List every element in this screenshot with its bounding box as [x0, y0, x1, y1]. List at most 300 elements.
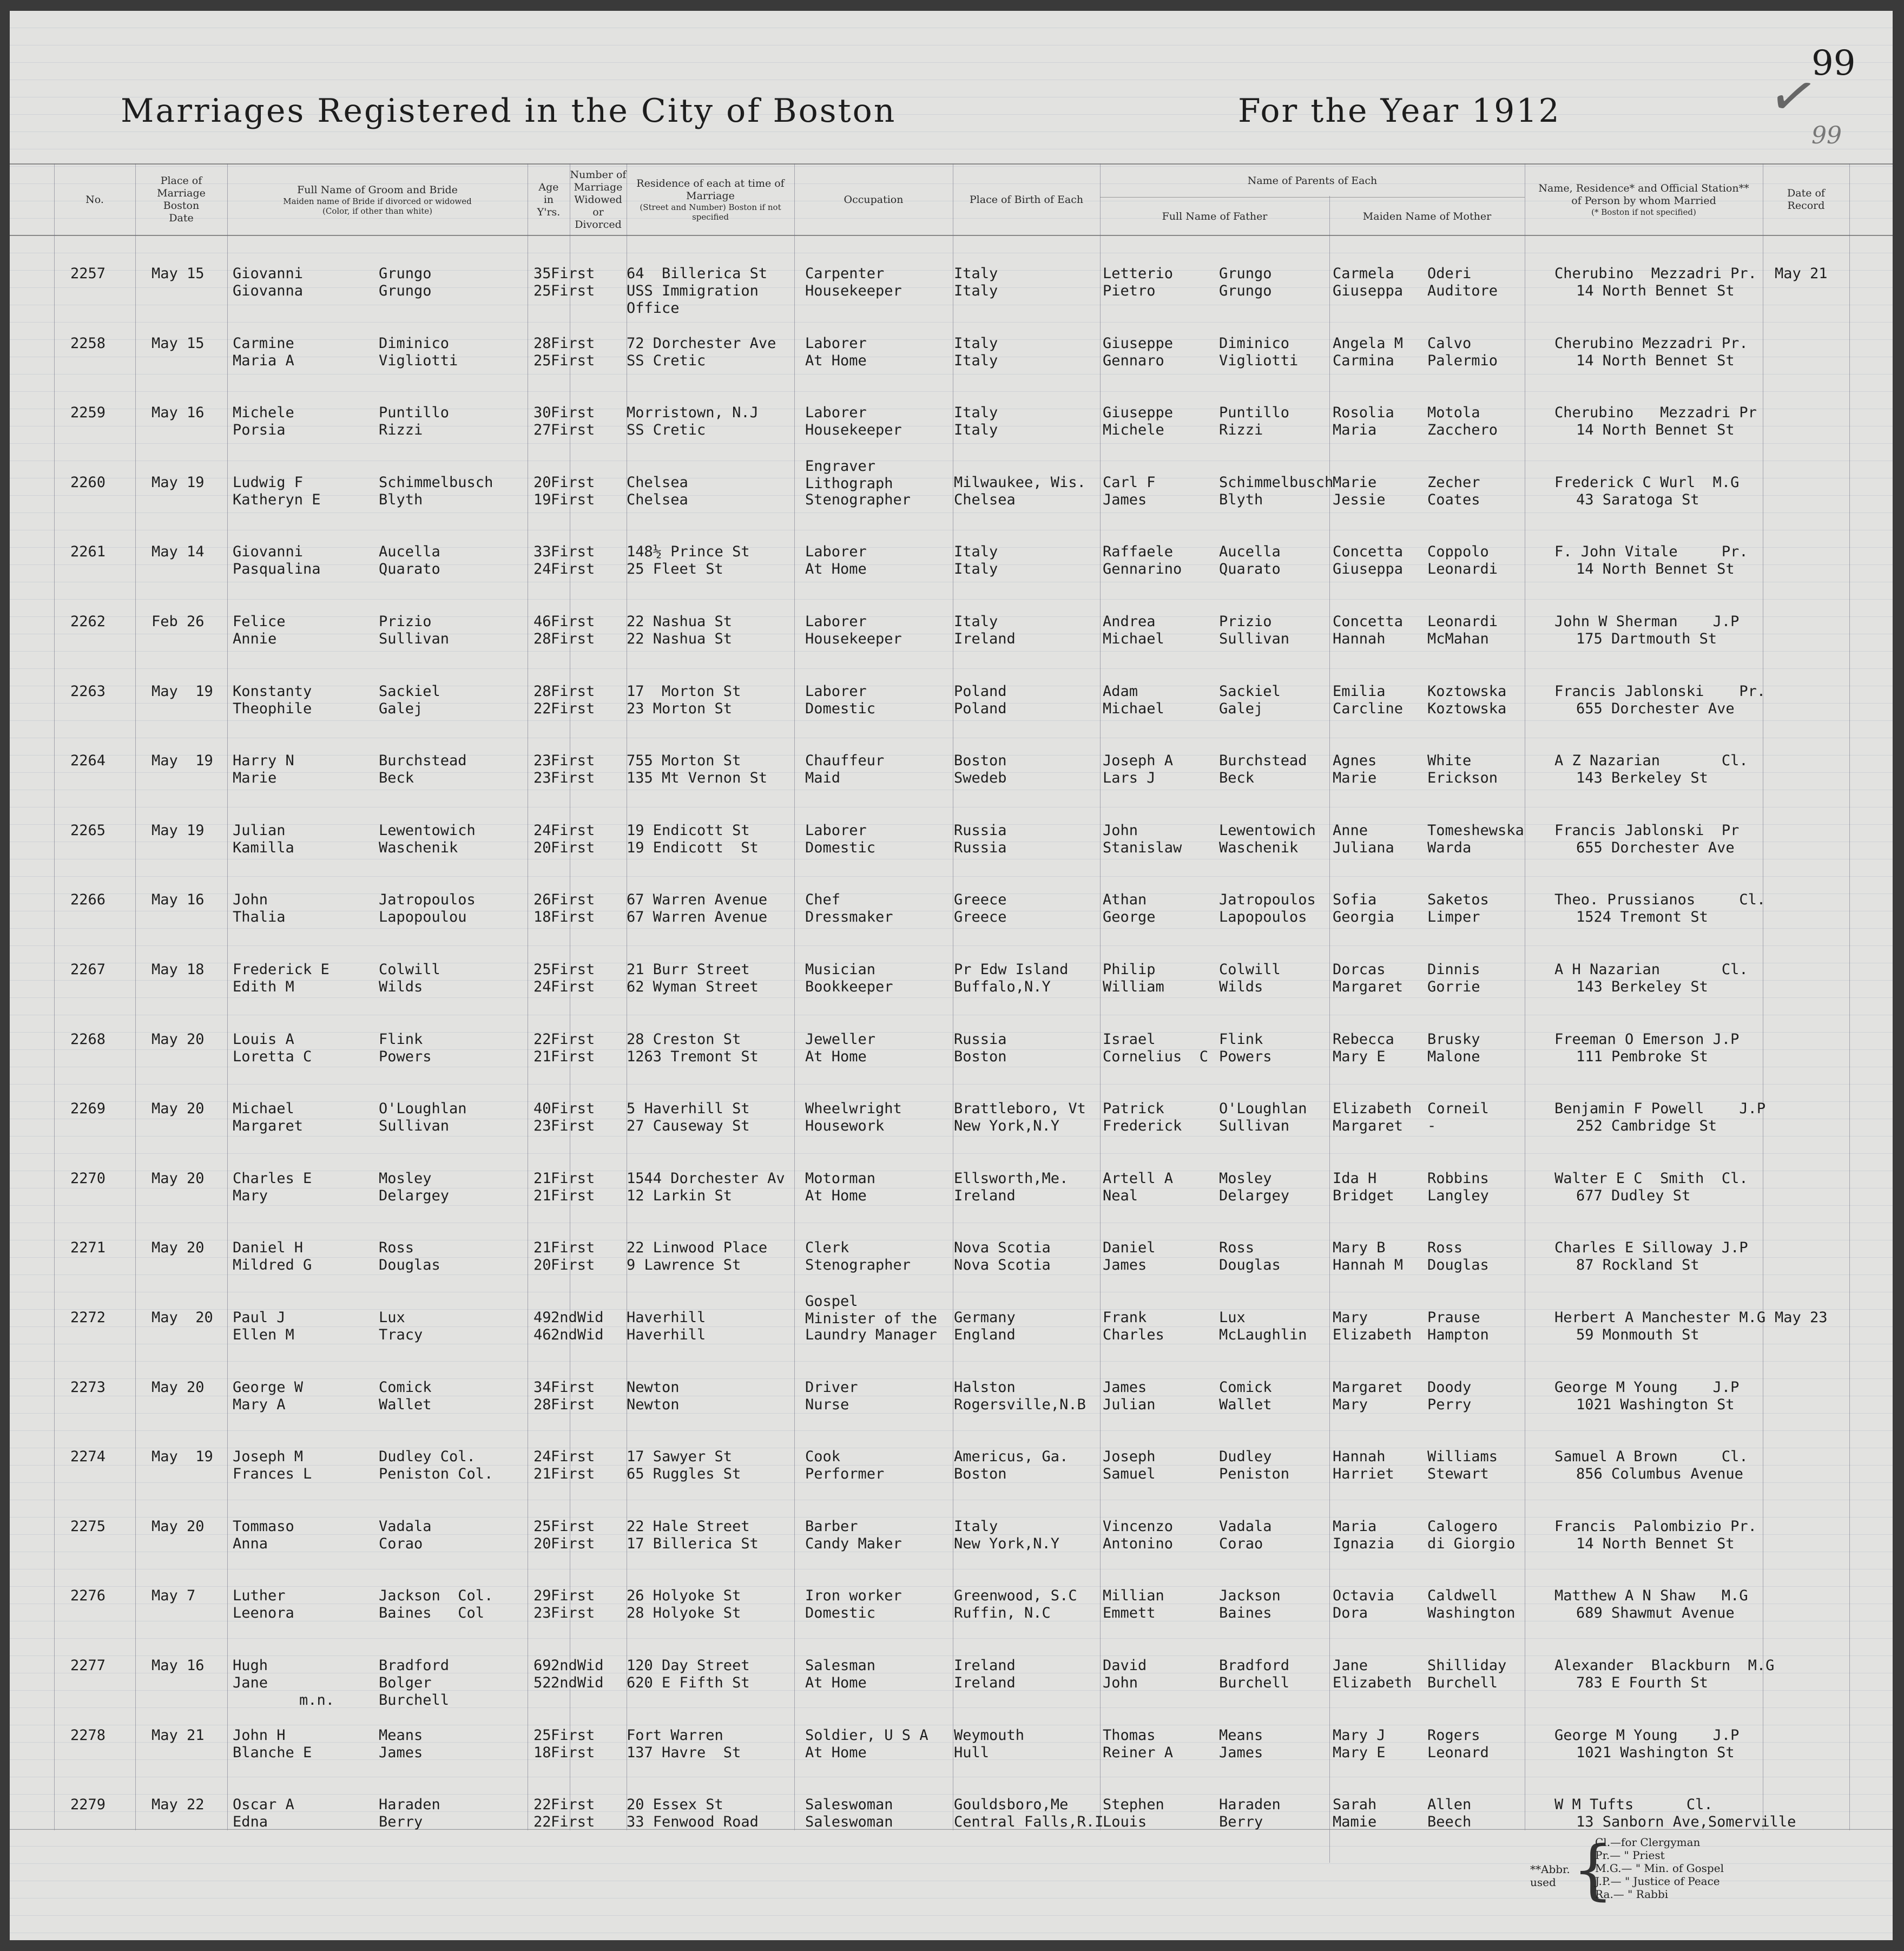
officiant-name: Theo. Prussianos Cl. — [1554, 891, 1766, 909]
officiant-residence: 14 North Bennet St — [1576, 561, 1735, 578]
age-bride: 46 — [533, 1326, 551, 1343]
mother-last-name-groom: Saketos — [1427, 891, 1489, 909]
father-last-name-groom: Lewentowich — [1219, 822, 1316, 839]
last-name-bride: Galej — [379, 700, 423, 717]
father-last-name-groom: Flink — [1219, 1030, 1263, 1048]
residence-bride: Newton — [627, 1396, 680, 1413]
residence-groom: 22 Linwood Place — [627, 1239, 768, 1257]
age-groom: 29 — [533, 1587, 551, 1605]
age-bride: 25 — [533, 352, 551, 369]
father-first-name-bride: Lars J — [1103, 770, 1156, 787]
father-first-name-groom: Thomas — [1103, 1726, 1156, 1744]
age-groom: 46 — [533, 613, 551, 630]
entry-number: 2267 — [70, 961, 106, 978]
age-groom: 25 — [533, 961, 551, 978]
mother-first-name-bride: Elizabeth — [1333, 1326, 1412, 1343]
last-name-groom: Comick — [379, 1378, 432, 1396]
birthplace-groom: Ellsworth,Me. — [954, 1170, 1069, 1187]
father-last-name-groom: Colwill — [1219, 961, 1281, 978]
table-row — [10, 1657, 1893, 1726]
father-first-name-bride: Emmett — [1103, 1605, 1156, 1622]
table-row — [10, 961, 1893, 1030]
marriage-date: May 19 — [151, 682, 213, 700]
table-row — [10, 1170, 1893, 1239]
marriage-number-groom: First — [551, 1726, 595, 1744]
occupation-groom: Saleswoman — [805, 1796, 893, 1814]
occupation-bride: Housework — [805, 1118, 885, 1135]
marriage-date: May 20 — [151, 1518, 205, 1535]
residence-groom: Morristown, N.J — [627, 404, 759, 422]
first-name-groom: Julian — [233, 822, 286, 839]
residence-groom: 22 Hale Street — [627, 1518, 750, 1535]
father-first-name-bride: Cornelius C — [1103, 1048, 1209, 1065]
officiant-name: Benjamin F Powell J.P — [1554, 1100, 1766, 1118]
marriage-date: May 16 — [151, 891, 205, 909]
father-first-name-groom: Daniel — [1103, 1239, 1156, 1257]
father-first-name-groom: Giuseppe — [1103, 334, 1174, 352]
mother-last-name-groom: Leonardi — [1427, 613, 1498, 630]
header-birth: Place of Birth of Each — [969, 193, 1084, 206]
entry-number: 2275 — [70, 1518, 106, 1535]
table-row — [10, 1518, 1893, 1587]
first-name-bride: Pasqualina — [233, 561, 321, 578]
header-name-sub: Maiden name of Bride if divorced or widowed (Color, if other than white) — [283, 196, 472, 216]
age-groom: 49 — [533, 1309, 551, 1326]
officiant-residence: 655 Dorchester Ave — [1576, 839, 1735, 856]
marriage-number-groom: First — [551, 961, 595, 978]
mother-first-name-bride: Mary E — [1333, 1048, 1386, 1065]
marriage-number-groom: First — [551, 474, 595, 491]
marriage-date: May 22 — [151, 1796, 205, 1814]
birthplace-bride: Ireland — [954, 1187, 1016, 1204]
marriage-number-bride: First — [551, 1605, 595, 1622]
birthplace-groom: Brattleboro, Vt — [954, 1100, 1086, 1118]
occupation-groom: Musician — [805, 961, 876, 978]
marriage-number-bride: First — [551, 491, 595, 508]
father-last-name-bride: James — [1219, 1744, 1263, 1761]
header-father: Full Name of Father — [1100, 197, 1329, 235]
father-last-name-bride: Rizzi — [1219, 422, 1263, 439]
father-last-name-groom: Ross — [1219, 1239, 1255, 1257]
officiant-name: Francis Jablonski Pr. — [1554, 682, 1766, 700]
first-name-groom: Giovanni — [233, 543, 304, 561]
last-name-groom: Lewentowich — [379, 822, 476, 839]
marriage-number-bride: First — [551, 1744, 595, 1761]
father-last-name-bride: Blyth — [1219, 491, 1263, 508]
mother-first-name-bride: Marie — [1333, 770, 1377, 787]
first-name-bride: Edna — [233, 1814, 268, 1831]
entry-number: 2271 — [70, 1239, 106, 1257]
father-last-name-bride: Burchell — [1219, 1674, 1290, 1691]
occupation-groom: Barber — [805, 1518, 858, 1535]
entry-number: 2277 — [70, 1657, 106, 1674]
mother-last-name-groom: Dinnis — [1427, 961, 1480, 978]
father-first-name-groom: John — [1103, 822, 1138, 839]
father-last-name-bride: Baines — [1219, 1605, 1272, 1622]
officiant-name: Francis Palombizio Pr. — [1554, 1518, 1757, 1535]
header-occupation: Occupation — [844, 193, 904, 206]
father-last-name-bride: McLaughlin — [1219, 1326, 1307, 1343]
age-bride: 24 — [533, 561, 551, 578]
marriage-date: May 16 — [151, 1657, 205, 1674]
entry-number: 2257 — [70, 265, 106, 282]
entry-number: 2269 — [70, 1100, 106, 1118]
mother-last-name-groom: Coppolo — [1427, 543, 1489, 561]
age-groom: 33 — [533, 543, 551, 561]
mother-first-name-bride: Carcline — [1333, 700, 1404, 717]
mother-last-name-bride: Auditore — [1427, 283, 1498, 299]
age-bride: 18 — [533, 909, 551, 926]
mother-first-name-groom: Carmela — [1333, 265, 1394, 282]
father-first-name-bride: Gennarino — [1103, 561, 1182, 578]
father-last-name-bride: Corao — [1219, 1535, 1263, 1552]
mother-last-name-bride: Erickson — [1427, 770, 1498, 787]
marriage-number-bride: First — [551, 283, 595, 299]
officiant-name: John W Sherman J.P — [1554, 613, 1740, 630]
last-name-groom: Puntillo — [379, 404, 450, 422]
birthplace-groom: Nova Scotia — [954, 1239, 1051, 1257]
first-name-groom: Michael — [233, 1100, 294, 1118]
officiant-residence: 13 Sanborn Ave,Somerville — [1576, 1814, 1796, 1831]
header-parents: Name of Parents of Each — [1247, 174, 1378, 187]
mother-last-name-groom: Calogero — [1427, 1518, 1498, 1535]
father-last-name-groom: Burchstead — [1219, 752, 1307, 770]
mother-last-name-groom: Corneil — [1427, 1100, 1489, 1118]
residence-groom: 26 Holyoke St — [627, 1587, 741, 1605]
birthplace-groom: Greenwood, S.C — [954, 1587, 1077, 1605]
father-last-name-groom: Jatropoulos — [1219, 891, 1316, 909]
register-title: Marriages Registered in the City of Boston — [121, 92, 897, 130]
marriage-number-bride: First — [551, 1814, 595, 1831]
last-name-bride: Douglas — [379, 1257, 440, 1274]
last-name-bride: Bolger — [379, 1674, 432, 1691]
birthplace-groom: Gouldsboro,Me — [954, 1796, 1069, 1814]
officiant-name: Alexander Blackburn M.G — [1554, 1657, 1775, 1674]
mother-last-name-bride: Koztowska — [1427, 700, 1507, 717]
father-first-name-groom: Athan — [1103, 891, 1147, 909]
age-groom: 24 — [533, 1448, 551, 1466]
mother-last-name-groom: Allen — [1427, 1796, 1472, 1814]
last-name-groom: Sackiel — [379, 682, 440, 700]
occupation-bride: Nurse — [805, 1396, 849, 1413]
marriage-number-bride: First — [551, 909, 595, 926]
marriage-date: May 14 — [151, 543, 205, 561]
mother-last-name-groom: Oderi — [1427, 265, 1472, 282]
occupation-groom: Laborer — [805, 334, 867, 352]
residence-bride: 23 Morton St — [627, 700, 733, 717]
table-row — [10, 752, 1893, 822]
birthplace-groom: Greece — [954, 891, 1007, 909]
residence-bride: 22 Nashua St — [627, 630, 733, 647]
birthplace-bride: England — [954, 1326, 1016, 1343]
birthplace-groom: Italy — [954, 404, 998, 422]
birthplace-bride: Italy — [954, 283, 998, 299]
marriage-date: May 19 — [151, 474, 205, 491]
residence-groom: 120 Day Street — [627, 1657, 750, 1674]
age-groom: 35 — [533, 265, 551, 282]
register-year: For the Year 1912 — [1238, 92, 1561, 130]
legend-item: J.P.— " Justice of Peace — [1595, 1875, 1720, 1888]
entry-number: 2270 — [70, 1170, 106, 1187]
mother-first-name-bride: Dora — [1333, 1605, 1368, 1622]
father-first-name-groom: David — [1103, 1657, 1147, 1674]
mother-first-name-groom: Elizabeth — [1333, 1100, 1412, 1118]
occupation-groom: Jeweller — [805, 1030, 876, 1048]
marriage-number-groom: First — [551, 1448, 595, 1466]
residence-groom: 21 Burr Street — [627, 961, 750, 978]
mother-first-name-groom: Dorcas — [1333, 961, 1386, 978]
first-name-groom: Michele — [233, 404, 294, 422]
officiant-name: Walter E C Smith Cl. — [1554, 1170, 1748, 1187]
officiant-name: Freeman O Emerson J.P — [1554, 1030, 1740, 1048]
father-last-name-bride: Galej — [1219, 700, 1263, 717]
father-last-name-bride: Douglas — [1219, 1257, 1281, 1274]
first-name-bride: Mildred G — [233, 1257, 312, 1274]
officiant-name: Charles E Silloway J.P — [1554, 1239, 1748, 1257]
birthplace-bride: Rogersville,N.B — [954, 1396, 1086, 1413]
first-name-bride: Frances L — [233, 1466, 312, 1483]
table-row — [10, 335, 1893, 404]
officiant-residence: 1021 Washington St — [1576, 1744, 1735, 1761]
marriage-number-groom: First — [551, 1796, 595, 1814]
father-first-name-bride: Charles — [1103, 1326, 1164, 1343]
marriage-number-bride: First — [551, 839, 595, 856]
officiant-residence: 143 Berkeley St — [1576, 978, 1708, 995]
father-last-name-bride: Sullivan — [1219, 1118, 1290, 1135]
table-row — [10, 1100, 1893, 1170]
age-bride: 24 — [533, 978, 551, 995]
mother-last-name-groom: Prause — [1427, 1309, 1480, 1326]
residence-bride: Haverhill — [627, 1326, 706, 1343]
first-name-groom: John — [233, 891, 268, 909]
officiant-name: F. John Vitale Pr. — [1554, 543, 1748, 561]
marriage-number-bride: First — [551, 700, 595, 717]
first-name-bride: Anna — [233, 1535, 268, 1552]
birthplace-bride: Ruffin, N.C — [954, 1605, 1051, 1622]
marriage-number-bride: First — [551, 1257, 595, 1274]
mother-last-name-bride: Warda — [1427, 839, 1472, 856]
table-row — [10, 822, 1893, 891]
officiant-name: Cherubino Mezzadri Pr. — [1554, 265, 1757, 282]
age-groom: 28 — [533, 334, 551, 352]
first-name-groom: Joseph M — [233, 1448, 304, 1466]
mother-first-name-bride: Elizabeth — [1333, 1674, 1412, 1691]
marriage-date: May 20 — [151, 1030, 205, 1048]
birthplace-groom: Italy — [954, 1518, 998, 1535]
occupation-bride: At Home — [805, 1187, 867, 1204]
age-bride: 20 — [533, 1535, 551, 1552]
marriage-date: May 21 — [151, 1726, 205, 1744]
residence-bride: SS Cretic — [627, 352, 706, 369]
table-row — [10, 1379, 1893, 1448]
father-last-name-bride: Peniston — [1219, 1466, 1290, 1483]
age-groom: 40 — [533, 1100, 551, 1118]
marriage-number-bride: First — [551, 1396, 595, 1413]
mother-last-name-bride: Beech — [1427, 1814, 1472, 1831]
entry-number: 2274 — [70, 1448, 106, 1466]
mother-first-name-groom: Rosolia — [1333, 404, 1394, 422]
residence-groom: 19 Endicott St — [627, 822, 750, 839]
father-last-name-groom: Jackson — [1219, 1587, 1281, 1605]
mother-first-name-bride: Margaret — [1333, 978, 1404, 995]
father-last-name-groom: Schimmelbusch — [1219, 474, 1334, 491]
birthplace-groom: Italy — [954, 334, 998, 352]
mother-first-name-groom: Angela M — [1333, 334, 1404, 352]
mother-first-name-groom: Rebecca — [1333, 1030, 1394, 1048]
father-last-name-bride: Powers — [1219, 1048, 1272, 1065]
marriage-date: Feb 26 — [151, 613, 205, 630]
last-name-groom: Schimmelbusch — [379, 474, 493, 491]
mother-last-name-bride: Hampton — [1427, 1326, 1489, 1343]
mother-first-name-groom: Concetta — [1333, 543, 1404, 561]
table-row — [10, 1239, 1893, 1309]
residence-groom: 64 Billerica St — [627, 265, 768, 282]
father-first-name-bride: Neal — [1103, 1187, 1138, 1204]
entry-number: 2264 — [70, 752, 106, 770]
marriage-number-bride: First — [551, 422, 595, 439]
mother-last-name-groom: Robbins — [1427, 1170, 1489, 1187]
mother-last-name-groom: Shilliday — [1427, 1657, 1507, 1674]
entry-number: 2262 — [70, 613, 106, 630]
first-name-bride: Loretta C — [233, 1048, 312, 1065]
age-bride: 28 — [533, 630, 551, 647]
last-name-groom: Dudley Col. — [379, 1448, 476, 1466]
first-name-bride: Theophile — [233, 700, 312, 717]
father-last-name-bride: Grungo — [1219, 283, 1272, 299]
marriage-number-bride: First — [551, 1118, 595, 1135]
last-name-groom: Grungo — [379, 265, 432, 282]
residence-bride: 620 E Fifth St — [627, 1674, 750, 1691]
mother-last-name-groom: Williams — [1427, 1448, 1498, 1466]
age-bride: 20 — [533, 839, 551, 856]
mother-last-name-groom: Brusky — [1427, 1030, 1480, 1048]
father-first-name-bride: Louis — [1103, 1814, 1147, 1831]
occupation-groom: Laborer — [805, 682, 867, 700]
residence-bride: 19 Endicott St — [627, 839, 759, 856]
occupation-groom: Chauffeur — [805, 752, 885, 770]
legend-item: Ra.— " Rabbi — [1595, 1888, 1669, 1901]
last-name-bride: Tracy — [379, 1326, 423, 1343]
register-page — [10, 11, 1893, 1940]
last-name-groom: Jatropoulos — [379, 891, 476, 909]
first-name-groom: Harry N — [233, 752, 294, 770]
marriage-number-groom: First — [551, 1378, 595, 1396]
last-name-groom: Haraden — [379, 1796, 440, 1814]
first-name-bride: Kamilla — [233, 839, 294, 856]
first-name-bride: Leenora — [233, 1605, 294, 1622]
residence-groom: Chelsea — [627, 474, 688, 491]
age-bride: 21 — [533, 1048, 551, 1065]
last-name-bride: Baines Col — [379, 1605, 485, 1622]
table-row — [10, 1448, 1893, 1518]
birthplace-groom: Weymouth — [954, 1726, 1025, 1744]
age-bride: 18 — [533, 1744, 551, 1761]
entry-number: 2260 — [70, 474, 106, 491]
last-name-bride: Corao — [379, 1535, 423, 1552]
marriage-date: May 20 — [151, 1309, 213, 1326]
first-name-groom: Charles E — [233, 1170, 312, 1187]
occupation-groom: Laborer — [805, 543, 867, 561]
legend-item: M.G.— " Min. of Gospel — [1595, 1862, 1724, 1875]
mother-first-name-bride: Giuseppa — [1333, 283, 1404, 299]
occupation-bride: At Home — [805, 561, 867, 578]
age-groom: 21 — [533, 1170, 551, 1187]
mother-first-name-groom: Concetta — [1333, 613, 1404, 630]
father-first-name-bride: Frederick — [1103, 1118, 1182, 1135]
occupation-groom: Laborer — [805, 613, 867, 630]
father-last-name-groom: Dudley — [1219, 1448, 1272, 1466]
occupation-groom: Soldier, U S A — [805, 1726, 928, 1744]
mother-last-name-bride: - — [1427, 1118, 1437, 1135]
father-last-name-groom: Sackiel — [1219, 682, 1281, 700]
table-row — [10, 1587, 1893, 1657]
last-name-bride: Wallet — [379, 1396, 432, 1413]
father-last-name-groom: Mosley — [1219, 1170, 1272, 1187]
mother-last-name-groom: Rogers — [1427, 1726, 1480, 1744]
father-first-name-bride: Reiner A — [1103, 1744, 1174, 1761]
father-first-name-bride: Pietro — [1103, 283, 1156, 299]
residence-bride: 62 Wyman Street — [627, 978, 759, 995]
residence-bride: 9 Lawrence St — [627, 1257, 741, 1274]
occupation-groom: Gospel Minister of the — [805, 1293, 937, 1327]
occupation-groom: Salesman — [805, 1657, 876, 1674]
occupation-bride: Housekeeper — [805, 283, 902, 299]
residence-bride: 67 Warren Avenue — [627, 909, 768, 926]
residence-groom: 28 Creston St — [627, 1030, 741, 1048]
officiant-name: A H Nazarian Cl. — [1554, 961, 1748, 978]
residence-groom: 5 Haverhill St — [627, 1100, 750, 1118]
residence-groom: Newton — [627, 1378, 680, 1396]
residence-bride: 25 Fleet St — [627, 561, 723, 578]
age-groom: 24 — [533, 822, 551, 839]
father-first-name-bride: Michael — [1103, 700, 1164, 717]
father-last-name-groom: Puntillo — [1219, 404, 1290, 422]
marriage-date: May 16 — [151, 404, 205, 422]
marriage-date: May 15 — [151, 265, 205, 282]
officiant-name: Cherubino Mezzadri Pr. — [1554, 334, 1748, 352]
column-headers — [10, 163, 1893, 236]
header-officiant-sub: (* Boston if not specified) — [1591, 207, 1696, 217]
last-name-groom: Colwill — [379, 961, 440, 978]
last-name-groom: Means — [379, 1726, 423, 1744]
marriage-number-groom: First — [551, 1587, 595, 1605]
mother-first-name-bride: Georgia — [1333, 909, 1394, 926]
marriage-number-bride: First — [551, 1535, 595, 1552]
mother-first-name-groom: Margaret — [1333, 1378, 1404, 1396]
last-name-groom: Prizio — [379, 613, 432, 630]
mother-last-name-bride: di Giorgio — [1427, 1535, 1516, 1552]
father-last-name-groom: Prizio — [1219, 613, 1272, 630]
first-name-groom: George W — [233, 1378, 304, 1396]
occupation-bride: At Home — [805, 1048, 867, 1065]
father-first-name-groom: Giuseppe — [1103, 404, 1174, 422]
birthplace-bride: New York,N.Y — [954, 1535, 1060, 1552]
table-row — [10, 891, 1893, 961]
mother-first-name-bride: Giuseppa — [1333, 561, 1404, 578]
birthplace-bride: New York,N.Y — [954, 1118, 1060, 1135]
marriage-date: May 18 — [151, 961, 205, 978]
last-name-bride: Sullivan — [379, 630, 450, 647]
legend-item: Pr.— " Priest — [1595, 1849, 1665, 1862]
birthplace-groom: Americus, Ga. — [954, 1448, 1069, 1466]
last-name-bride: Blyth — [379, 491, 423, 508]
first-name-groom: Carmine — [233, 334, 294, 352]
marriage-date: May 7 — [151, 1587, 196, 1605]
header-residence-main: Residence of each at time of Marriage — [636, 178, 785, 202]
residence-bride: 33 Fenwood Road — [627, 1814, 759, 1831]
first-name-groom: Luther — [233, 1587, 286, 1605]
residence-bride: SS Cretic — [627, 422, 706, 439]
